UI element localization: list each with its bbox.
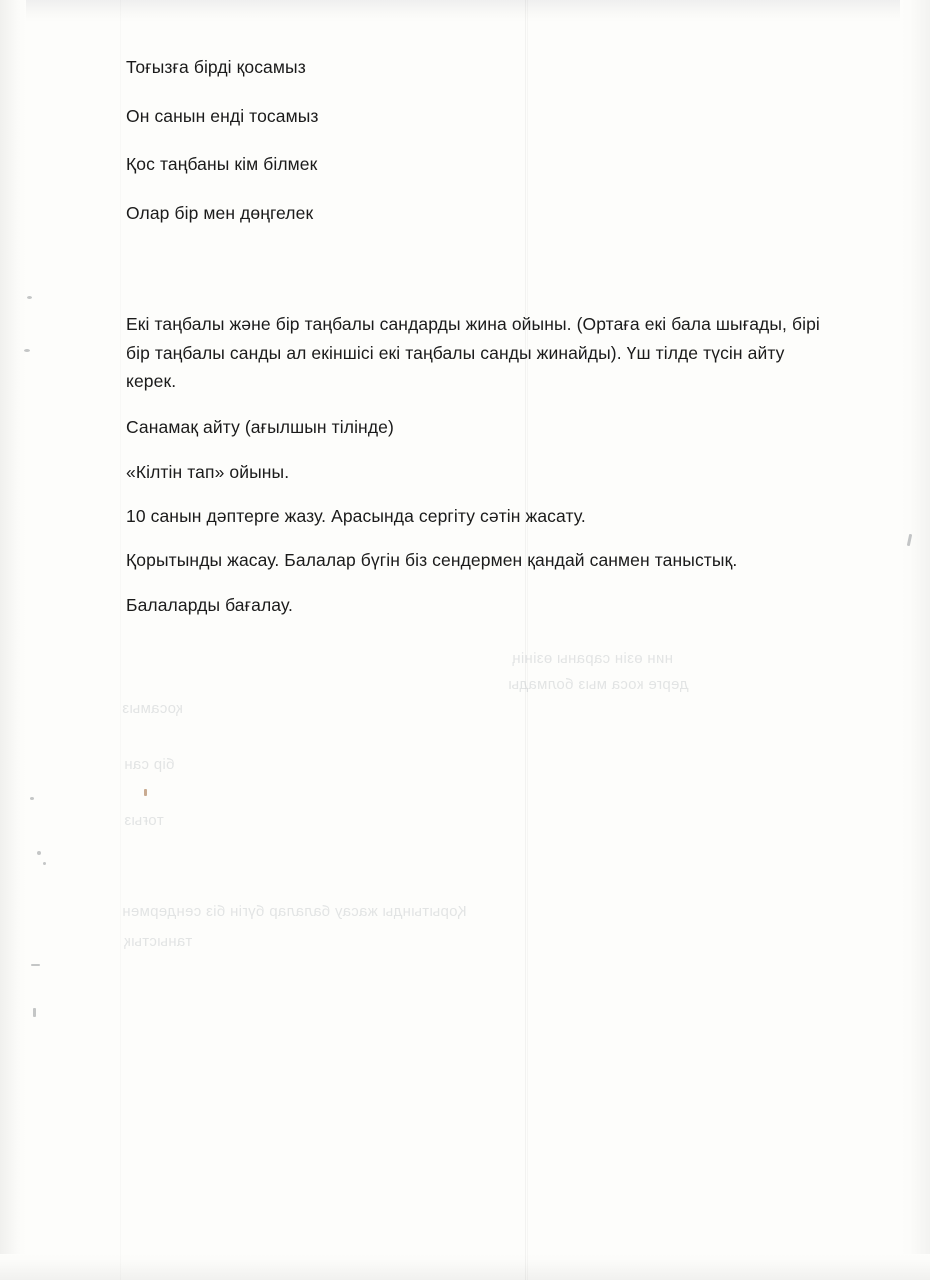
scan-edge-left (0, 0, 26, 1280)
document-body (126, 54, 836, 619)
body-paragraph: Балаларды бағалау. (126, 594, 293, 615)
poem-line: Он санын енді тосамыз (126, 105, 319, 126)
bleed-through-text: нин өзін сараны өзінің (512, 650, 673, 667)
body-paragraph: 10 санын дәптерге жазу. Арасында сергіту сәтін жасату. (126, 506, 586, 527)
scan-speck (37, 851, 41, 855)
poem-line: Тоғызға бірді қосамыз (126, 57, 306, 77)
body-paragraph: «Кілтін тап» ойыны. (126, 461, 290, 482)
scan-edge-bottom (0, 1254, 930, 1280)
scan-edge-top (0, 0, 930, 22)
poem-line: Олар бір мен дөңгелек (126, 202, 314, 223)
bleed-through-text: қосамыз (122, 700, 183, 717)
scan-speck (27, 296, 32, 299)
body-paragraph: Санамақ айту (ағылшын тілінде) (126, 417, 394, 438)
fold-line (120, 0, 121, 1280)
scan-speck (33, 1008, 36, 1017)
scan-edge-right (900, 0, 930, 1280)
poem-line: Қос таңбаны кім білмек (126, 154, 318, 175)
scan-speck (144, 789, 147, 796)
scan-speck (43, 862, 46, 865)
bleed-through-text: Қорытынды жасау балалар бүгін біз сендермен (122, 903, 467, 920)
scan-speck (30, 797, 34, 800)
bleed-through-text: бір сан (124, 756, 175, 773)
body-paragraph: Қорытынды жасау. Балалар бүгін біз сендермен қандай санмен таныстық. (126, 550, 738, 571)
bleed-through-text: таныстық (124, 933, 193, 950)
bleed-through-text: дерге коса мыз болмады (508, 676, 689, 693)
scan-speck (24, 349, 30, 352)
bleed-through-text: тоғыз (124, 812, 164, 829)
scan-speck (31, 964, 40, 966)
section-spacer (126, 248, 836, 310)
body-paragraph: Екі таңбалы және бір таңбалы сандарды жина ойыны. (Ортаға екі бала шығады, бірі бір таңбалы санды ал екіншісі екі таңбалы санды жинайды). Үш тілде түсін айту керек. (126, 314, 820, 392)
poem-stanza (126, 54, 836, 226)
